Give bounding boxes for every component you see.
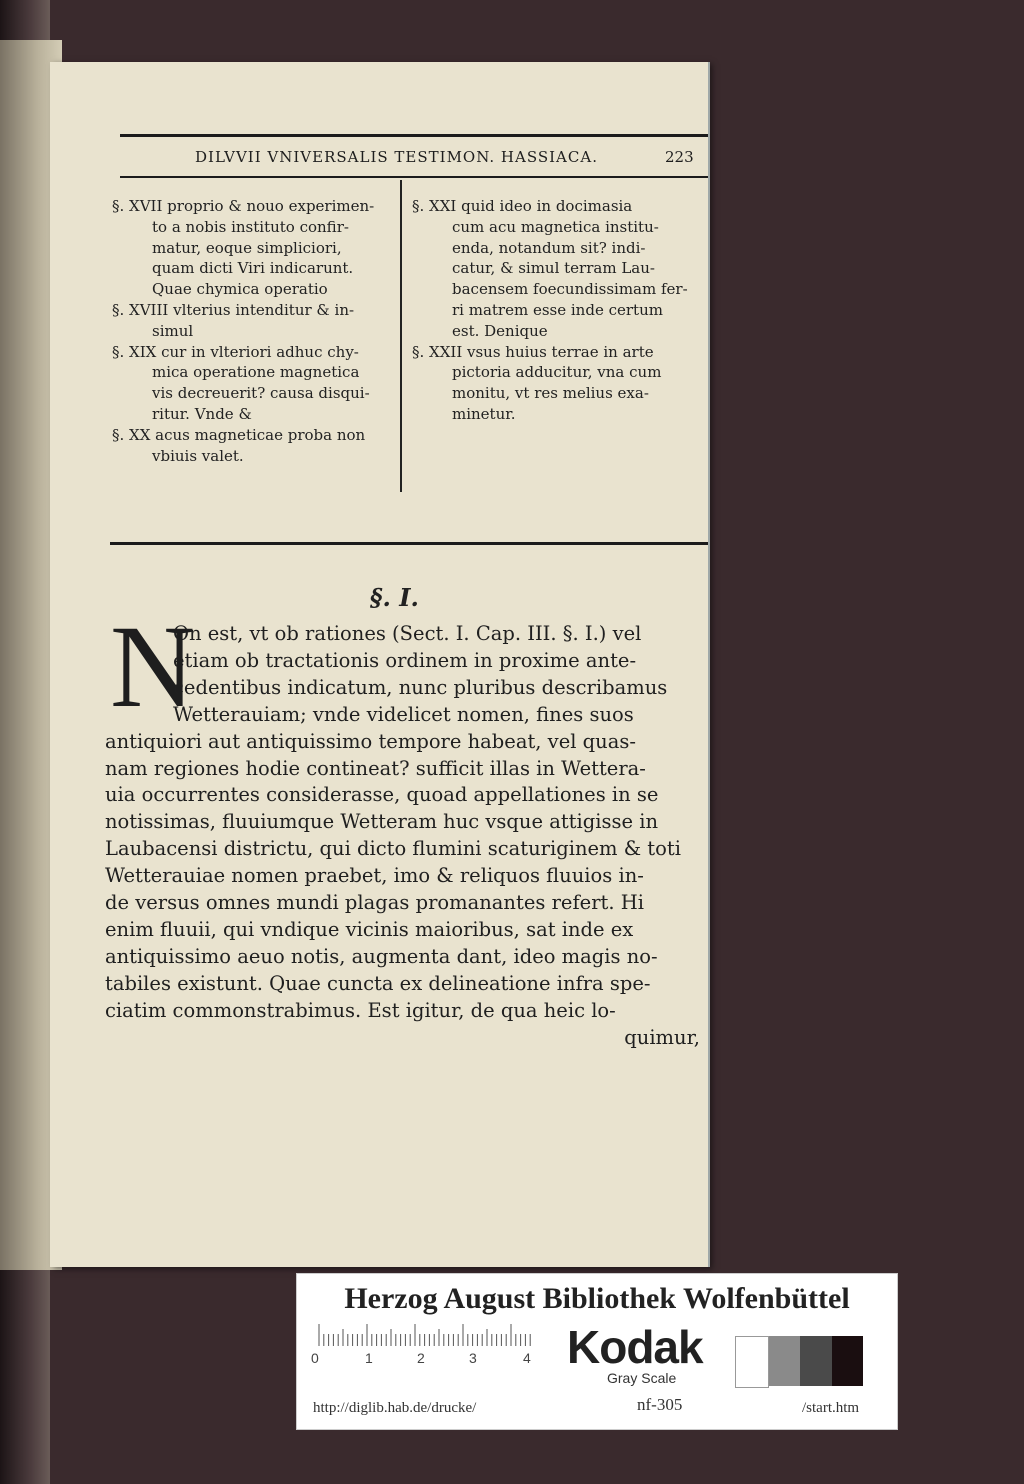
header-rule-top bbox=[120, 134, 708, 137]
summary-line: cum acu magnetica institu- bbox=[452, 217, 659, 236]
section-rule bbox=[110, 542, 708, 545]
body-line: uia occurrentes considerasse, quoad appellationes in se bbox=[105, 783, 659, 807]
body-line: quimur, bbox=[624, 1025, 700, 1049]
summary-line: §. XVIII vlterius intenditur & in- bbox=[112, 300, 355, 319]
gray-swatch bbox=[832, 1336, 864, 1386]
drop-cap: N bbox=[110, 601, 196, 732]
summary-line: catur, & simul terram Lau- bbox=[452, 259, 655, 278]
ruler-number: 0 bbox=[311, 1350, 319, 1366]
summary-entry bbox=[412, 196, 707, 342]
summary-entry bbox=[112, 342, 397, 425]
summary-line: simul bbox=[152, 321, 194, 340]
library-url-suffix: /start.htm bbox=[802, 1400, 860, 1416]
summary-line: quam dicti Viri indicarunt. bbox=[152, 259, 354, 278]
gray-scale-swatches bbox=[735, 1336, 863, 1386]
library-name: Herzog August Bibliothek Wolfenbüttel bbox=[344, 1282, 850, 1315]
body-line: tabiles existunt. Quae cuncta ex delineatione infra spe- bbox=[105, 971, 651, 995]
summary-entry bbox=[112, 196, 397, 300]
gray-swatch bbox=[735, 1336, 769, 1388]
summary-line: §. XIX cur in vlteriori adhuc chy- bbox=[112, 342, 359, 361]
ruler-scale bbox=[315, 1324, 535, 1346]
summary-line: ritur. Vnde & bbox=[152, 404, 252, 423]
body-line: antiquissimo aeuo notis, augmenta dant, ideo magis no- bbox=[105, 944, 658, 968]
body-line: cedentibus indicatum, nunc pluribus describamus bbox=[173, 675, 668, 699]
summary-entry bbox=[412, 342, 707, 425]
library-url: http://diglib.hab.de/drucke/ bbox=[313, 1400, 477, 1416]
summary-line: to a nobis instituto confir- bbox=[152, 217, 349, 236]
summary-line: enda, notandum sit? indi- bbox=[452, 238, 646, 257]
body-line: On est, vt ob rationes (Sect. I. Cap. III. §. I.) vel bbox=[173, 622, 642, 645]
summary-line: §. XVII proprio & nouo experimen- bbox=[112, 197, 375, 215]
gray-swatch bbox=[800, 1336, 832, 1386]
kodak-logo: Kodak bbox=[567, 1321, 703, 1373]
running-header bbox=[195, 148, 598, 166]
running-header-title: DILVVII VNIVERSALIS TESTIMON. HASSIACA. bbox=[195, 148, 598, 166]
section-mark: §. I. bbox=[370, 583, 419, 612]
body-line: antiquiori aut antiquissimo tempore habeat, vel quas- bbox=[105, 729, 636, 753]
body-line: etiam ob tractationis ordinem in proxime ante- bbox=[173, 648, 637, 672]
column-divider bbox=[400, 180, 402, 492]
body-line: ciatim commonstrabimus. Est igitur, de qua heic lo- bbox=[105, 998, 616, 1022]
gray-scale-label: Gray Scale bbox=[607, 1370, 677, 1386]
gray-swatch bbox=[769, 1336, 801, 1386]
summary-line: vis decreuerit? causa disqui- bbox=[152, 384, 370, 403]
summary-line: §. XXI quid ideo in docimasia bbox=[412, 197, 633, 215]
summary-line: bacensem foecundissimam fer- bbox=[452, 280, 688, 299]
ruler-number: 3 bbox=[469, 1350, 477, 1366]
summary-line: §. XXII vsus huius terrae in arte bbox=[412, 342, 654, 361]
summary-line: minetur. bbox=[452, 404, 516, 423]
body-line: enim fluuii, qui vndique vicinis maioribus, sat inde ex bbox=[105, 917, 634, 941]
ruler-number: 2 bbox=[417, 1350, 425, 1366]
body-paragraph bbox=[105, 621, 700, 1052]
summary-line: est. Denique bbox=[452, 321, 548, 340]
summary-column-left bbox=[112, 196, 397, 466]
shelf-code: nf-305 bbox=[637, 1395, 683, 1414]
ruler-number: 1 bbox=[365, 1350, 373, 1366]
page-number: 223 bbox=[665, 148, 694, 166]
summary-line: pictoria adducitur, vna cum bbox=[452, 363, 662, 382]
summary-column-right bbox=[412, 196, 707, 425]
header-rule-bottom bbox=[120, 176, 708, 178]
summary-line: vbiuis valet. bbox=[152, 446, 244, 465]
body-line: notissimas, fluuiumque Wetteram huc vsque attigisse in bbox=[105, 810, 659, 834]
summary-line: §. XX acus magneticae proba non bbox=[112, 425, 366, 444]
body-line: Wetterauiae nomen praebet, imo & reliquos fluuios in- bbox=[105, 864, 644, 888]
summary-line: Quae chymica operatio bbox=[152, 280, 328, 299]
body-line: nam regiones hodie contineat? sufficit illas in Wettera- bbox=[105, 756, 646, 780]
summary-line: mica operatione magnetica bbox=[152, 363, 360, 382]
summary-entry bbox=[112, 425, 397, 467]
library-scan-stamp bbox=[296, 1273, 898, 1430]
ruler-number: 4 bbox=[523, 1350, 531, 1366]
summary-line: ri matrem esse inde certum bbox=[452, 300, 663, 319]
body-line: Wetterauiam; vnde videlicet nomen, fines suos bbox=[173, 702, 634, 726]
body-line: de versus omnes mundi plagas promanantes refert. Hi bbox=[105, 891, 644, 915]
summary-line: monitu, vt res melius exa- bbox=[452, 384, 649, 403]
summary-entry bbox=[112, 300, 397, 342]
summary-line: matur, eoque simpliciori, bbox=[152, 238, 342, 257]
body-line: Laubacensi districtu, qui dicto flumini scaturiginem & toti bbox=[105, 837, 681, 861]
